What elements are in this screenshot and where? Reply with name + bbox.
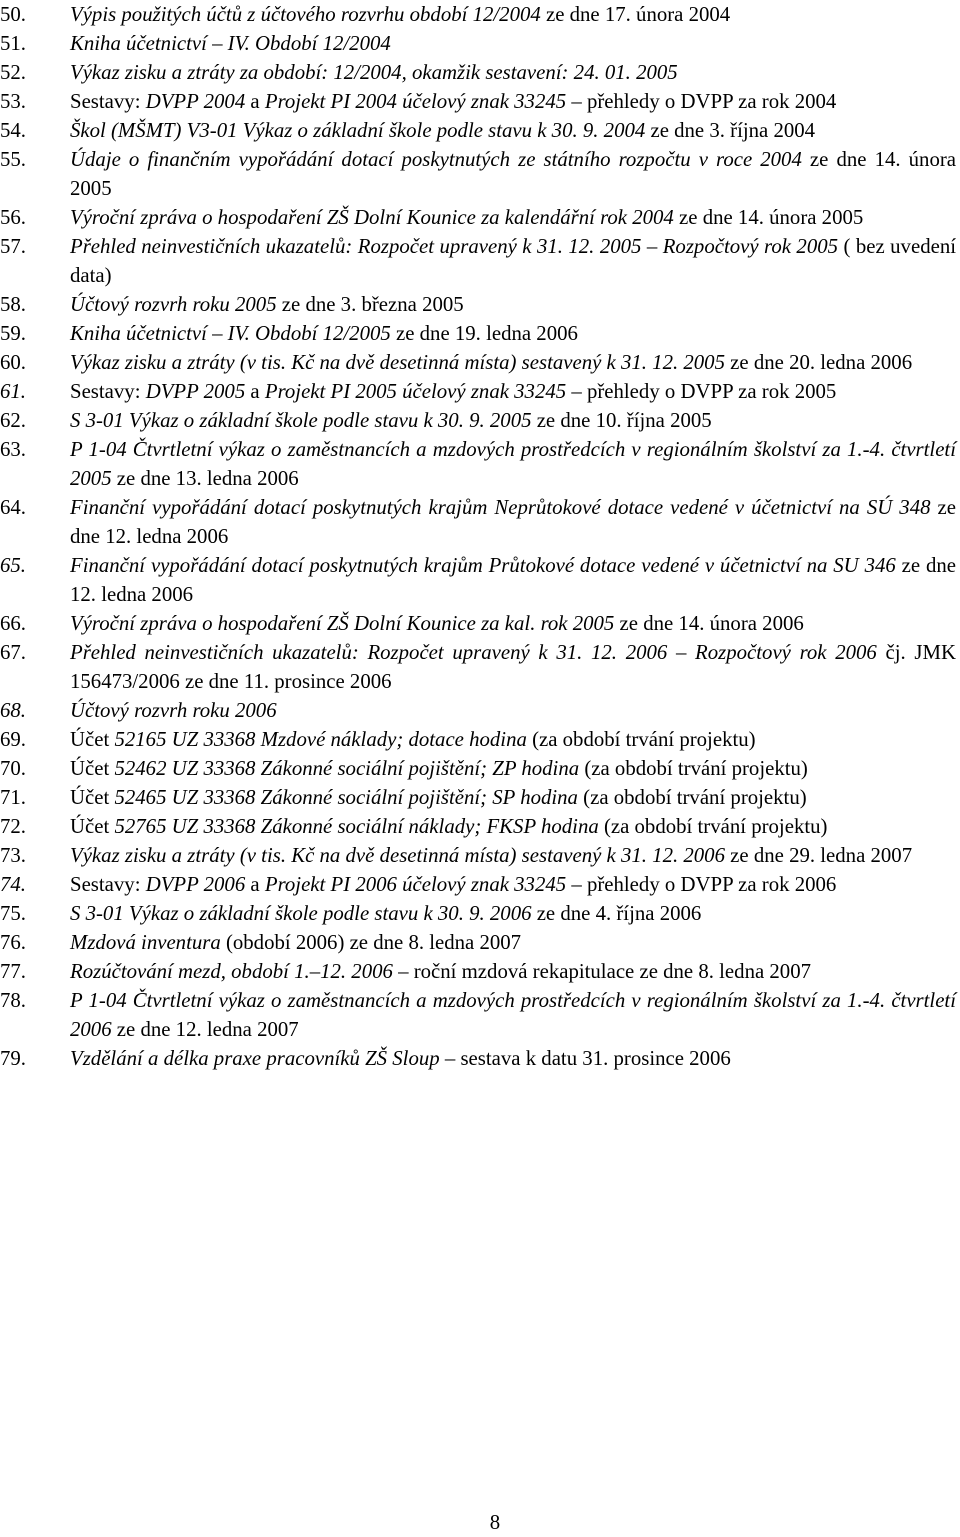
list-item [0,754,956,783]
item-text-segment: ze dne 12. ledna 2006 [70,554,956,606]
item-text-segment: Účtový rozvrh roku 2005 [70,293,277,316]
item-text [70,696,956,725]
item-text-segment: Účet [70,757,115,780]
item-text [70,812,956,841]
item-text-segment: – přehledy o DVPP za rok 2004 [566,90,837,113]
list-item [0,0,956,29]
item-text-segment: Projekt PI 2005 účelový znak 33245 [264,380,567,403]
list-item [0,116,956,145]
item-text [70,377,956,406]
list-item [0,87,956,116]
item-text-segment: ze dne 20. ledna 2006 [724,351,913,374]
item-number: 69. [0,728,26,751]
list-item [0,377,956,406]
item-number: 74. [0,873,26,896]
item-text-segment: Výkaz zisku a ztráty (v tis. Kč na dvě desetinná místa) sestavený k 31. 12. 2005 [70,351,725,374]
item-text [70,957,956,986]
item-text [70,754,956,783]
item-text-segment: Projekt PI 2006 účelový znak 33245 [264,873,567,896]
item-number: 57. [0,235,26,258]
list-item [0,899,956,928]
item-number: 53. [0,90,26,113]
item-text-segment: ze dne 4. října 2006 [531,902,702,925]
item-text-segment: S 3-01 Výkaz o základní škole podle stavu k 30. 9. 2006 [70,902,532,925]
item-number: 55. [0,148,26,171]
item-text [70,348,956,377]
item-text-segment: DVPP 2006 [145,873,246,896]
item-number: 77. [0,960,26,983]
item-text-segment: a [245,873,265,896]
item-number: 70. [0,757,26,780]
page-number: 8 [489,1511,501,1534]
item-text-segment: 52462 UZ 33368 Zákonné sociální pojištění; ZP hodina [114,757,580,780]
item-text [70,435,956,493]
item-text [70,87,956,116]
item-text [70,609,956,638]
item-text-segment: ze dne 3. března 2005 [276,293,464,316]
item-text-segment: (za období trvání projektu) [598,815,828,838]
list-item [0,928,956,957]
item-number: 66. [0,612,26,635]
item-text-segment: (za období trvání projektu) [577,786,807,809]
item-number: 54. [0,119,26,142]
item-text [70,783,956,812]
item-text-segment: Výroční zpráva o hospodaření ZŠ Dolní Kounice za kal. rok 2005 [70,612,615,635]
item-text-segment: ze dne 19. ledna 2006 [390,322,578,345]
list-item [0,319,956,348]
item-number: 71. [0,786,26,809]
item-text [70,841,956,870]
item-text [70,406,956,435]
item-text-segment: Účet [70,786,115,809]
item-text-segment: Finanční vypořádání dotací poskytnutých krajům Průtokové dotace vedené v účetnictví na SU 346 [70,554,896,577]
list-item [0,406,956,435]
item-text-segment: ze dne 17. února 2004 [540,3,731,26]
item-text-segment: Finanční vypořádání dotací poskytnutých krajům Neprůtokové dotace vedené v účetnictví na SÚ 348 [70,496,931,519]
item-text-segment: – přehledy o DVPP za rok 2005 [566,380,837,403]
item-text-segment: P 1-04 Čtvrtletní výkaz o zaměstnancích a mzdových prostředcích v regionálním školství za 1.-4. čtvrtletí 2006 [70,989,956,1041]
item-text-segment: (za období trvání projektu) [526,728,756,751]
item-text-segment: Výpis použitých účtů z účtového rozvrhu období 12/2004 [70,3,541,26]
item-text [70,232,956,290]
item-text [70,203,956,232]
item-text-segment: ze dne 14. února 2005 [70,148,956,200]
item-text [70,870,956,899]
item-number: 76. [0,931,26,954]
list-item [0,203,956,232]
item-text [70,290,956,319]
item-text-segment: P 1-04 Čtvrtletní výkaz o zaměstnancích a mzdových prostředcích v regionálním školství za 1.-4. čtvrtletí 2005 [70,438,956,490]
item-text-segment: – přehledy o DVPP za rok 2006 [566,873,837,896]
item-text-segment: Účtový rozvrh roku 2006 [70,699,277,722]
item-number: 62. [0,409,26,432]
item-number: 78. [0,989,26,1012]
list-item [0,1044,956,1073]
item-text-segment: ze dne 29. ledna 2007 [724,844,913,867]
item-text [70,551,956,609]
item-text [70,928,956,957]
item-number: 58. [0,293,26,316]
item-text [70,116,956,145]
item-text-segment: DVPP 2005 [145,380,246,403]
item-text-segment: DVPP 2004 [145,90,246,113]
item-text-segment: ze dne 10. října 2005 [531,409,712,432]
item-text-segment: 52765 UZ 33368 Zákonné sociální náklady; FKSP hodina [114,815,599,838]
list-item [0,841,956,870]
item-number: 63. [0,438,26,461]
item-text-segment: ze dne 12. ledna 2007 [111,1018,299,1041]
item-text-segment: Kniha účetnictví – IV. Období 12/2005 [70,322,391,345]
item-text [70,58,956,87]
item-number: 52. [0,61,26,84]
list-item [0,957,956,986]
item-text-segment: Přehled neinvestičních ukazatelů: Rozpočet upravený k 31. 12. 2005 – Rozpočtový rok 2005 [70,235,839,258]
item-text [70,638,956,696]
item-text-segment: ( bez uvedení data) [70,235,956,287]
item-text-segment: a [245,90,265,113]
item-text-segment: Účet [70,815,115,838]
item-text-segment: – sestava k datu 31. prosince 2006 [439,1047,731,1070]
list-item [0,145,956,203]
item-text-segment: Výkaz zisku a ztráty (v tis. Kč na dvě desetinná místa) sestavený k 31. 12. 2006 [70,844,725,867]
item-text-segment: ze dne 14. února 2006 [614,612,804,635]
item-text-segment: Výkaz zisku a ztráty za období: 12/2004, okamžik sestavení: 24. 01. 2005 [70,61,678,84]
item-number: 59. [0,322,26,345]
list-item [0,638,956,696]
item-text-segment: (za období trvání projektu) [579,757,808,780]
item-text-segment: ze dne 12. ledna 2006 [70,496,956,548]
item-text-segment: Účet [70,728,115,751]
item-text-segment: Sestavy: [70,90,146,113]
item-text [70,29,956,58]
item-text-segment: Rozúčtování mezd, období 1.–12. 2006 [70,960,393,983]
item-text-segment: – roční mzdová rekapitulace ze dne 8. ledna 2007 [392,960,811,983]
item-text-segment: 52165 UZ 33368 Mzdové náklady; dotace hodina [114,728,527,751]
item-text-segment: ze dne 3. října 2004 [645,119,816,142]
item-number: 61. [0,380,26,403]
item-number: 60. [0,351,26,374]
item-text-segment: S 3-01 Výkaz o základní škole podle stavu k 30. 9. 2005 [70,409,532,432]
list-item [0,696,956,725]
item-number: 51. [0,32,26,55]
item-text-segment: Mzdová inventura [70,931,221,954]
item-text-segment: Škol (MŠMT) V3-01 Výkaz o základní škole podle stavu k 30. 9. 2004 [70,119,646,142]
list-item [0,58,956,87]
item-text-segment: Projekt PI 2004 účelový znak 33245 [264,90,567,113]
list-item [0,29,956,58]
item-number: 79. [0,1047,26,1070]
item-text [70,986,956,1044]
item-text-segment: Údaje o finančním vypořádání dotací poskytnutých ze státního rozpočtu v roce 2004 [70,148,802,171]
item-text [70,0,956,29]
item-number: 56. [0,206,26,229]
list-item [0,609,956,638]
list-item [0,725,956,754]
item-number: 65. [0,554,26,577]
item-text-segment: (období 2006) ze dne 8. ledna 2007 [220,931,522,954]
item-number: 64. [0,496,26,519]
item-text-segment: Sestavy: [70,380,146,403]
item-number: 68. [0,699,26,722]
list-item [0,435,956,493]
item-text-segment: 52465 UZ 33368 Zákonné sociální pojištění; SP hodina [114,786,578,809]
item-text-segment: čj. JMK 156473/2006 ze dne 11. prosince 2006 [70,641,956,693]
item-text [70,899,956,928]
list-item [0,290,956,319]
item-text-segment: ze dne 13. ledna 2006 [111,467,299,490]
item-text [70,145,956,203]
item-text-segment: Výroční zpráva o hospodaření ZŠ Dolní Kounice za kalendářní rok 2004 [70,206,674,229]
list-item [0,551,956,609]
item-text [70,493,956,551]
item-number: 67. [0,641,26,664]
item-text-segment: a [245,380,265,403]
item-text-segment: ze dne 14. února 2005 [673,206,864,229]
list-item [0,986,956,1044]
item-number: 72. [0,815,26,838]
item-number: 75. [0,902,26,925]
list-item [0,493,956,551]
list-item [0,232,956,290]
item-text-segment: Přehled neinvestičních ukazatelů: Rozpočet upravený k 31. 12. 2006 – Rozpočtový rok 2006 [70,641,877,664]
item-text [70,319,956,348]
item-text [70,725,956,754]
list-item [0,783,956,812]
item-text-segment: Kniha účetnictví – IV. Období 12/2004 [70,32,391,55]
item-number: 73. [0,844,26,867]
list-item [0,348,956,377]
list-item [0,870,956,899]
list-item [0,812,956,841]
item-text [70,1044,956,1073]
item-text-segment: Vzdělání a délka praxe pracovníků ZŠ Sloup [70,1047,440,1070]
item-text-segment: Sestavy: [70,873,146,896]
item-number: 50. [0,3,26,26]
